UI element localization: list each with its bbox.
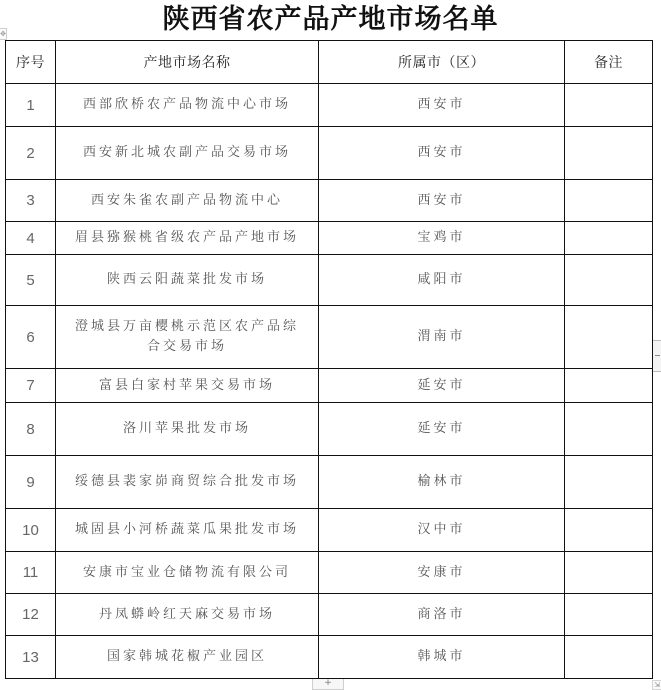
row-city[interactable]: 咸阳市 [319,255,565,306]
table-header-row [6,41,653,84]
market-list-table [5,40,653,679]
row-market-name[interactable] [56,306,319,369]
row-market-name[interactable] [56,369,319,403]
row-market-name[interactable] [56,636,319,679]
market-name-text: 丹凤蟒岭红天麻交易市场 [98,606,275,622]
row-note[interactable] [565,180,653,222]
table-row [6,456,653,509]
row-note[interactable] [565,84,653,127]
row-note[interactable] [565,509,653,552]
row-market-name[interactable] [56,180,319,222]
row-note[interactable] [565,456,653,509]
row-market-name[interactable] [56,552,319,594]
market-name-text: 西部欣桥农产品物流中心市场 [82,97,291,112]
table-row [6,369,653,403]
row-market-name[interactable] [56,509,319,552]
row-city[interactable]: 西安市 [319,84,565,127]
row-city[interactable]: 韩城市 [319,636,565,679]
row-note[interactable] [565,222,653,255]
row-note[interactable] [565,403,653,456]
row-city[interactable]: 西安市 [319,180,565,222]
row-seq: 12 [6,594,56,636]
table-row [6,222,653,255]
row-note[interactable] [565,306,653,369]
row-city[interactable]: 商洛市 [319,594,565,636]
table-move-handle-icon[interactable]: ✥ [0,30,6,38]
table-row [6,180,653,222]
row-seq: 10 [6,509,56,552]
market-name-text: 澄城县万亩樱桃示范区农产品综合交易市场 [74,319,299,354]
row-seq: 2 [6,127,56,180]
market-name-text: 西安朱雀农副产品物流中心 [90,192,283,208]
header-city: 所属市（区） [319,41,565,84]
market-name-text: 眉县猕猴桃省级农产品产地市场 [74,230,299,245]
row-city[interactable]: 汉中市 [319,509,565,552]
table-row [6,552,653,594]
table-resize-handle-icon[interactable]: ⇲ [652,680,661,690]
document-title: 陕西省农产品产地市场名单 [162,4,499,35]
market-name-text: 国家韩城花椒产业园区 [106,649,267,664]
row-city[interactable]: 安康市 [319,552,565,594]
header-seq: 序号 [6,41,56,84]
row-resize-marker[interactable] [653,340,661,372]
table-row [6,403,653,456]
row-seq: 9 [6,456,56,509]
table-row [6,636,653,679]
table-row [6,255,653,306]
row-city[interactable]: 榆林市 [319,456,565,509]
row-city[interactable]: 延安市 [319,369,565,403]
table-row [6,84,653,127]
market-name-text: 城固县小河桥蔬菜瓜果批发市场 [74,522,299,537]
row-seq: 3 [6,180,56,222]
row-city[interactable]: 西安市 [319,127,565,180]
header-note: 备注 [565,41,653,84]
table-row [6,509,653,552]
row-market-name[interactable] [56,456,319,509]
market-name-text: 陕西云阳蔬菜批发市场 [106,272,267,287]
row-note[interactable] [565,636,653,679]
row-note[interactable] [565,127,653,180]
market-name-text: 西安新北城农副产品交易市场 [82,145,291,160]
market-name-text: 绥德县裴家峁商贸综合批发市场 [74,474,299,489]
table-row [6,306,653,369]
row-market-name[interactable] [56,84,319,127]
market-name-text: 安康市宝业仓储物流有限公司 [82,564,291,580]
row-market-name[interactable] [56,222,319,255]
row-market-name[interactable] [56,255,319,306]
table-row [6,594,653,636]
row-market-name[interactable] [56,594,319,636]
row-seq: 13 [6,636,56,679]
row-seq: 8 [6,403,56,456]
row-seq: 5 [6,255,56,306]
row-city[interactable]: 延安市 [319,403,565,456]
row-note[interactable] [565,594,653,636]
row-city[interactable]: 渭南市 [319,306,565,369]
header-market-name: 产地市场名称 [56,41,319,84]
market-name-text: 洛川苹果批发市场 [122,421,251,436]
table-row [6,127,653,180]
row-note[interactable] [565,255,653,306]
row-note[interactable] [565,552,653,594]
add-row-button[interactable]: + [312,679,344,690]
row-note[interactable] [565,369,653,403]
row-market-name[interactable] [56,127,319,180]
market-name-text: 富县白家村苹果交易市场 [98,377,275,393]
row-seq: 11 [6,552,56,594]
row-city[interactable]: 宝鸡市 [319,222,565,255]
row-market-name[interactable] [56,403,319,456]
row-seq: 6 [6,306,56,369]
row-seq: 1 [6,84,56,127]
row-seq: 4 [6,222,56,255]
row-seq: 7 [6,369,56,403]
